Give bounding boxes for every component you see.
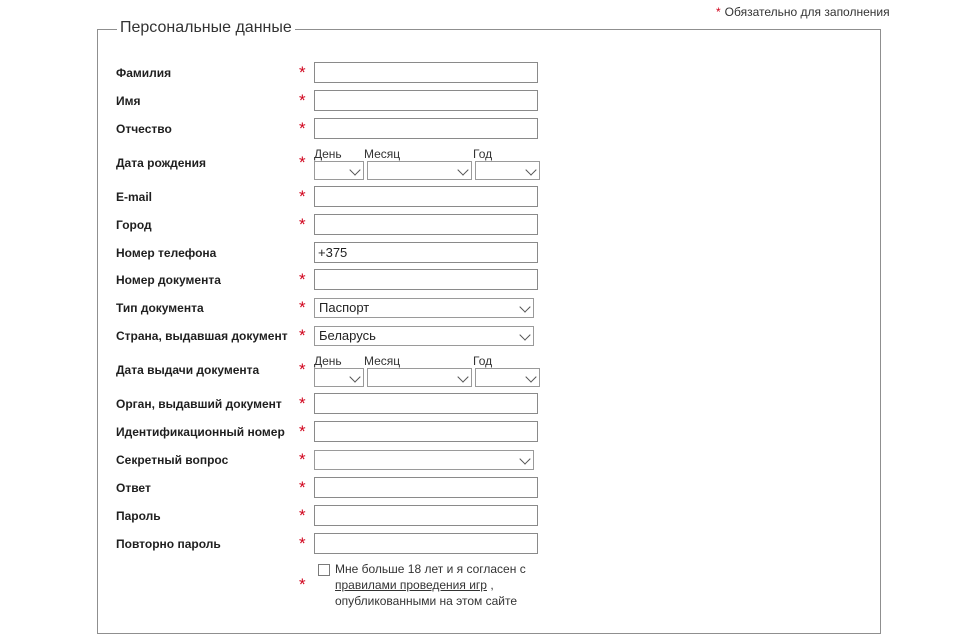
agreement-required-star: * xyxy=(299,575,306,594)
chevron-down-icon xyxy=(519,453,530,464)
chevron-down-icon xyxy=(525,371,536,382)
document-number-required-star: * xyxy=(299,270,306,289)
city-label: Город xyxy=(116,218,152,232)
id-number-required-star: * xyxy=(299,422,306,441)
fieldset-legend: Персональные данные xyxy=(117,19,295,37)
answer-label: Ответ xyxy=(116,481,151,495)
first-name-label: Имя xyxy=(116,94,141,108)
issuing-country-select[interactable] xyxy=(314,326,534,346)
first-name-input[interactable] xyxy=(314,90,538,111)
id-number-label: Идентификационный номер xyxy=(116,425,285,439)
chevron-down-icon xyxy=(519,301,530,312)
chevron-down-icon xyxy=(519,329,530,340)
phone-input[interactable] xyxy=(314,242,538,263)
issue-day-select[interactable] xyxy=(314,368,364,387)
secret-question-select[interactable] xyxy=(314,450,534,470)
patronymic-required-star: * xyxy=(299,119,306,138)
email-label: E-mail xyxy=(116,190,153,204)
issue-month-label: Месяц xyxy=(364,354,401,368)
birth-date-label: Дата рождения xyxy=(116,156,207,170)
password-input[interactable] xyxy=(314,505,538,526)
issue-day-label: День xyxy=(314,354,342,368)
patronymic-input[interactable] xyxy=(314,118,538,139)
birth-month-label: Месяц xyxy=(364,147,401,161)
chevron-down-icon xyxy=(457,164,468,175)
secret-question-label: Секретный вопрос xyxy=(116,453,229,467)
chevron-down-icon xyxy=(525,164,536,175)
password-repeat-label: Повторно пароль xyxy=(116,537,221,551)
password-repeat-input[interactable] xyxy=(314,533,538,554)
first-name-required-star: * xyxy=(299,91,306,110)
issuing-authority-required-star: * xyxy=(299,394,306,413)
password-required-star: * xyxy=(299,506,306,525)
issue-month-select[interactable] xyxy=(367,368,472,387)
document-type-required-star: * xyxy=(299,298,306,317)
issuing-authority-label: Орган, выдавший документ xyxy=(116,397,282,411)
birth-day-select[interactable] xyxy=(314,161,364,180)
password-label: Пароль xyxy=(116,509,161,523)
issuing-country-label: Страна, выдавшая документ xyxy=(116,329,288,343)
city-input[interactable] xyxy=(314,214,538,235)
chevron-down-icon xyxy=(349,164,360,175)
answer-input[interactable] xyxy=(314,477,538,498)
birth-date-required-star: * xyxy=(299,153,306,172)
agreement-line-1: Мне больше 18 лет и я согласен с xyxy=(335,562,526,576)
issuing-country-selected: Беларусь xyxy=(319,328,376,343)
agreement-text xyxy=(335,561,526,609)
agreement-line-3: опубликованными на этом сайте xyxy=(335,594,518,608)
chevron-down-icon xyxy=(457,371,468,382)
chevron-down-icon xyxy=(349,371,360,382)
issue-year-label: Год xyxy=(473,354,493,368)
email-input[interactable] xyxy=(314,186,538,207)
rules-link[interactable]: правилами проведения игр xyxy=(335,578,487,592)
document-type-selected: Паспорт xyxy=(319,300,370,315)
patronymic-label: Отчество xyxy=(116,122,172,136)
agreement-link-suffix: , xyxy=(486,578,494,592)
password-repeat-required-star: * xyxy=(299,534,306,553)
answer-required-star: * xyxy=(299,478,306,497)
agreement-line-2 xyxy=(335,577,526,593)
issue-date-required-star: * xyxy=(299,360,306,379)
issuing-authority-input[interactable] xyxy=(314,393,538,414)
document-number-input[interactable] xyxy=(314,269,538,290)
required-note-text: Обязательно для заполнения xyxy=(724,5,890,19)
document-number-label: Номер документа xyxy=(116,273,221,287)
surname-label: Фамилия xyxy=(116,66,172,80)
birth-year-label: Год xyxy=(473,147,493,161)
birth-day-label: День xyxy=(314,147,342,161)
surname-required-star: * xyxy=(299,63,306,82)
issue-date-label: Дата выдачи документа xyxy=(116,363,260,377)
document-type-select[interactable] xyxy=(314,298,534,318)
document-type-label: Тип документа xyxy=(116,301,204,315)
secret-question-required-star: * xyxy=(299,450,306,469)
birth-year-select[interactable] xyxy=(475,161,540,180)
id-number-input[interactable] xyxy=(314,421,538,442)
agreement-checkbox[interactable] xyxy=(318,564,330,576)
required-note xyxy=(716,5,890,19)
issuing-country-required-star: * xyxy=(299,326,306,345)
surname-input[interactable] xyxy=(314,62,538,83)
birth-month-select[interactable] xyxy=(367,161,472,180)
email-required-star: * xyxy=(299,187,306,206)
phone-label: Номер телефона xyxy=(116,246,217,260)
required-note-star: * xyxy=(716,5,721,19)
issue-year-select[interactable] xyxy=(475,368,540,387)
city-required-star: * xyxy=(299,215,306,234)
